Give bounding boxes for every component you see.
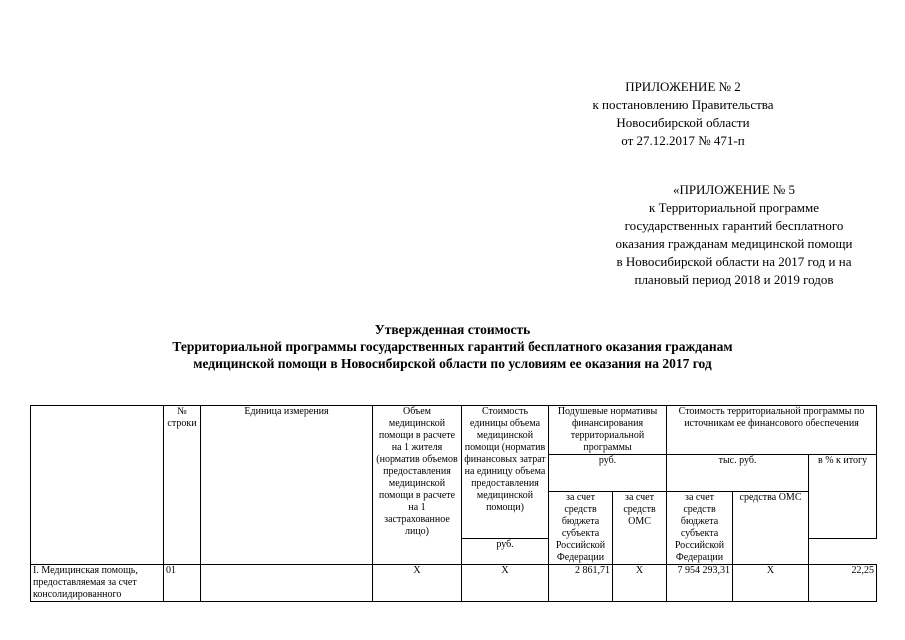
header-volume: Объем медицинской помощи в расчете на 1 жителя (норматив объемов предоставления медицинской помощи в расчете на 1 застрахованное лицо): [373, 406, 462, 565]
appendix-2-header: [563, 78, 803, 150]
appendix-5-line2: к Территориальной программе: [649, 200, 819, 215]
document-title: [0, 321, 905, 372]
header-total-unit: тыс. руб.: [667, 455, 809, 492]
appendix-5-line6: плановый период 2018 и 2019 годов: [634, 272, 834, 287]
header-row-no: № строки: [164, 406, 201, 565]
row-percent: 22,25: [809, 564, 877, 601]
header-cost: Стоимость единицы объема медицинской помощи (норматив финансовых затрат на единицу объема предоставления медицинской помощи): [462, 406, 549, 539]
header-percent: в % к итогу: [809, 455, 877, 539]
appendix-2-line3: Новосибирской области: [616, 115, 750, 130]
cost-table: [30, 405, 877, 602]
header-pc-oms: за счет средств ОМС: [613, 491, 667, 564]
row-total-oms: Х: [733, 564, 809, 601]
header-total: Стоимость территориальной программы по источникам ее финансового обеспечения: [667, 406, 877, 455]
row-unit: [201, 564, 373, 601]
header-name-cell: [31, 406, 164, 565]
header-cost-unit: руб.: [462, 538, 549, 564]
row-pc-oms: Х: [613, 564, 667, 601]
row-volume: Х: [373, 564, 462, 601]
header-pc-budget: за счет средств бюджета субъекта Российской Федерации: [549, 491, 613, 564]
appendix-5-line5: в Новосибирской области на 2017 год и на: [616, 254, 852, 269]
appendix-2-line2: к постановлению Правительства: [592, 97, 774, 112]
row-name: I. Медицинская помощь, предоставляемая за счет консолидированного: [31, 564, 164, 601]
header-unit: Единица измерения: [201, 406, 373, 565]
row-total-budget: 7 954 293,31: [667, 564, 733, 601]
title-line3: медицинской помощи в Новосибирской области по условиям ее оказания на 2017 год: [193, 356, 712, 371]
row-cost: Х: [462, 564, 549, 601]
appendix-5-line1: «ПРИЛОЖЕНИЕ № 5: [672, 182, 796, 197]
header-total-budget: за счет средств бюджета субъекта Российской Федерации: [667, 491, 733, 564]
row-pc-budget: 2 861,71: [549, 564, 613, 601]
appendix-5-header: [599, 181, 869, 289]
appendix-5-line3: государственных гарантий бесплатного: [624, 218, 844, 233]
row-no: 01: [164, 564, 201, 601]
header-per-capita-unit: руб.: [549, 455, 667, 492]
appendix-2-line4: от 27.12.2017 № 471-п: [621, 133, 745, 148]
title-line2: Территориальной программы государственных гарантий бесплатного оказания гражданам: [172, 339, 733, 354]
table-row: [31, 564, 877, 601]
header-per-capita: Подушевые нормативы финансирования территориальной программы: [549, 406, 667, 455]
appendix-2-line1: ПРИЛОЖЕНИЕ № 2: [625, 79, 741, 94]
header-total-oms: средства ОМС: [733, 491, 809, 564]
title-line1: Утвержденная стоимость: [374, 322, 531, 337]
appendix-5-line4: оказания гражданам медицинской помощи: [615, 236, 853, 251]
